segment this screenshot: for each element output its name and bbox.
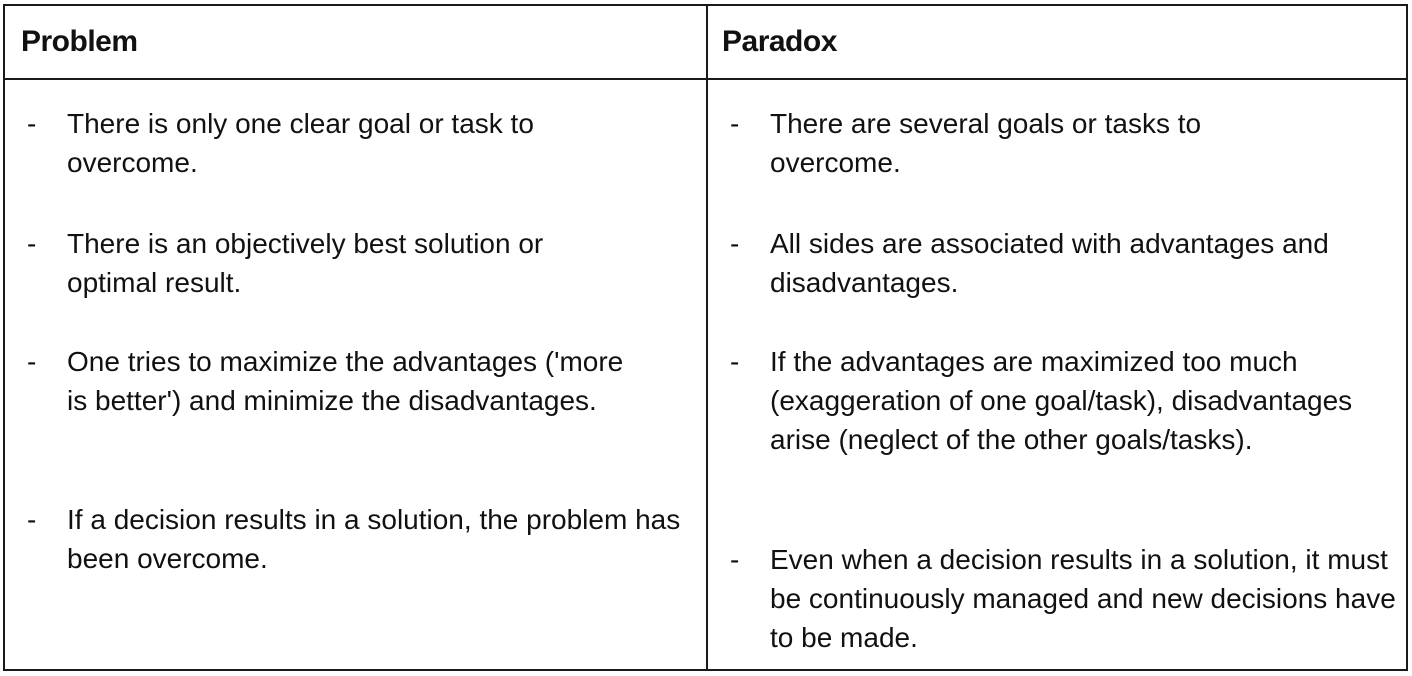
paradox-item-3: If the advantages are maximized too much (exaggeration of one goal/task), disadvantages arise (neglect of the other goals/tasks). [770, 346, 1353, 455]
problem-item-4: If a decision results in a solution, the problem has been overcome. [67, 504, 681, 574]
header-problem: Problem [21, 25, 138, 58]
comparison-table [3, 4, 1408, 671]
problem-column [5, 80, 706, 669]
bullet-dash: - [27, 108, 37, 139]
header-paradox: Paradox [722, 25, 837, 58]
bullet-dash: - [730, 544, 740, 575]
bullet-dash: - [27, 228, 37, 259]
paradox-column [708, 80, 1406, 669]
paradox-item-4: Even when a decision results in a solution, it must be continuously managed and new decisions have to be made. [770, 544, 1396, 653]
bullet-dash: - [730, 346, 740, 377]
problem-item-2: There is an objectively best solution or optimal result. [67, 228, 544, 298]
problem-item-3: One tries to maximize the advantages ('more is better') and minimize the disadvantages. [67, 346, 624, 416]
paradox-item-1: There are several goals or tasks to overcome. [770, 108, 1202, 178]
bullet-dash: - [730, 108, 740, 139]
problem-item-1: There is only one clear goal or task to overcome. [67, 108, 534, 178]
bullet-dash: - [27, 346, 37, 377]
bullet-dash: - [27, 504, 37, 535]
bullet-dash: - [730, 228, 740, 259]
paradox-item-2: All sides are associated with advantages and disadvantages. [770, 228, 1329, 298]
